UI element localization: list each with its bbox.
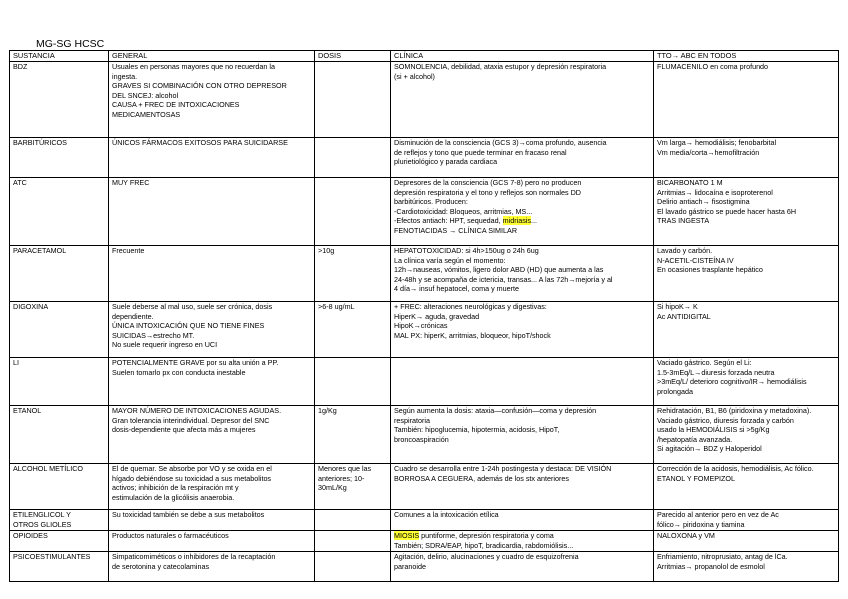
cell-general (109, 178, 315, 246)
header-sustancia: SUSTANCIA (10, 51, 109, 62)
line-text: plurietiológico y parada cardiaca (394, 157, 498, 167)
cell-line: Arritmias→ propanolol de esmolol (657, 561, 765, 571)
cell-dosis (315, 178, 391, 246)
cell-general (109, 510, 315, 531)
line-text: de reflejos y tono que puede terminar en fracaso renal (394, 147, 567, 157)
cell-line (394, 416, 650, 426)
line-text: FENOTIACIDAS → CLÍNICA SIMILAR (394, 225, 518, 235)
cell-line: ALCOHOL METÍLICO (13, 464, 84, 473)
page-title: MG-SG HCSC (36, 38, 105, 50)
line-text: HiperK→ aguda, gravedad (394, 311, 480, 321)
cell-line (394, 72, 650, 82)
header-dosis: DOSIS (315, 51, 391, 62)
line-text: -Efectos antiach: HPT, sequedad, (394, 216, 503, 226)
cell-line (394, 510, 650, 520)
cell-tto (654, 178, 839, 246)
cell-sustancia (10, 178, 109, 246)
cell-line: MUY FREC (112, 178, 150, 187)
line-text: También; SDRA/EAP, hipoT, bradicardia, rabdomiólisis... (394, 540, 574, 550)
line-text: La clínica varía según el momento: (394, 255, 506, 265)
cell-line: estimulación de la glicólisis anaerobia. (112, 492, 235, 502)
cell-line: anteriores; 10- (318, 473, 365, 483)
cell-clinica (391, 246, 654, 302)
cell-general (109, 62, 315, 138)
cell-line: dependiente. (112, 311, 154, 321)
line-text: Cuadro se desarrolla entre 1-24h postingesta y destaca: DE VISIÓN (394, 464, 612, 473)
cell-line: ETANOL (13, 406, 42, 415)
cell-line (394, 157, 650, 167)
cell-line: Vm larga→ hemodiálisis; fenobarbital (657, 138, 777, 147)
cell-line: prolongada (657, 386, 693, 396)
cell-line: TRAS INGESTA (657, 216, 710, 226)
cell-dosis (315, 138, 391, 178)
cell-sustancia (10, 510, 109, 531)
cell-clinica (391, 510, 654, 531)
cell-general (109, 246, 315, 302)
cell-sustancia (10, 464, 109, 510)
cell-sustancia (10, 302, 109, 358)
cell-line (394, 246, 650, 256)
cell-tto (654, 406, 839, 464)
cell-line: Vaciado gástrico, diuresis forzada y carbón (657, 415, 794, 425)
cell-line: >3mEq/L/ deterioro cognitivo/IR→ hemodiálisis (657, 377, 807, 387)
line-text: 4 día→ insuf hepatocel, coma y muerte (394, 284, 520, 294)
cell-line (394, 331, 650, 341)
cell-dosis (315, 358, 391, 406)
cell-line: Corrección de la acidosis, hemodiálisis, Ac fólico. (657, 464, 814, 473)
cell-line (394, 148, 650, 158)
cell-general (109, 406, 315, 464)
cell-dosis (315, 552, 391, 582)
cell-line: Su toxicidad también se debe a sus metabolitos (112, 510, 265, 519)
cell-line (394, 62, 650, 72)
cell-clinica (391, 406, 654, 464)
cell-line: El de quemar. Se absorbe por VO y se oxida en el (112, 464, 272, 473)
line-text: 24-48h y se acompaña de ictericia, transas... A las 72h→mejoría y al (394, 274, 613, 284)
cell-clinica (391, 62, 654, 138)
cell-line: FLUMACENILO en coma profundo (657, 62, 769, 71)
cell-line: Usuales en personas mayores que no recuerdan la (112, 62, 276, 71)
cell-dosis (315, 62, 391, 138)
cell-line (394, 265, 650, 275)
cell-line: OTROS GLIOLES (13, 519, 72, 529)
cell-line: Gran tolerancia interindividual. Depresor del SNC (112, 415, 270, 425)
cell-line: Simpaticomiméticos o inhibidores de la recaptación (112, 552, 276, 562)
cell-clinica (391, 138, 654, 178)
cell-line: ingesta. (112, 71, 138, 81)
cell-line (394, 562, 650, 572)
cell-general (109, 302, 315, 358)
cell-line: Vm media/corta→hemofiltración (657, 147, 760, 157)
cell-sustancia (10, 62, 109, 138)
cell-line (394, 216, 650, 226)
line-text: Según aumenta la dosis: ataxia—confusión—coma y depresión (394, 406, 597, 415)
cell-line: ÚNICOS FÁRMACOS EXITOSOS PARA SUICIDARSE (112, 138, 288, 147)
cell-general (109, 552, 315, 582)
cell-line (394, 302, 650, 312)
cell-clinica (391, 464, 654, 510)
line-text: HipoK→crónicas (394, 321, 448, 331)
cell-line (394, 312, 650, 322)
cell-line (394, 178, 650, 188)
cell-line: 1g/Kg (318, 406, 337, 415)
cell-line: Si hipoK→ K (657, 302, 698, 311)
cell-line: Productos naturales o farmacéuticos (112, 531, 229, 541)
cell-line (394, 435, 650, 445)
header-tto: TTO→ ABC EN TODOS (654, 51, 839, 62)
line-text: barbitúricos. Producen: (394, 197, 468, 207)
cell-line: DIGOXINA (13, 302, 49, 311)
cell-line: En ocasiones trasplante hepático (657, 265, 763, 275)
cell-line: Frecuente (112, 246, 145, 255)
cell-clinica (391, 178, 654, 246)
cell-line: ÚNICA INTOXICACIÓN QUE NO TIENE FINES (112, 321, 265, 331)
cell-line: >6-8 ug/mL (318, 302, 355, 311)
cell-line: Enfriamiento, nitroprusiato, antag de lCa. (657, 552, 788, 562)
cell-line: dosis-dependiente que afecta más a mujeres (112, 425, 256, 435)
table-row (10, 510, 839, 531)
cell-clinica (391, 302, 654, 358)
cell-line (394, 474, 650, 484)
cell-line (394, 207, 650, 217)
line-text: SOMNOLENCIA, debilidad, ataxia estupor y depresión respiratoria (394, 62, 607, 71)
cell-line: 1.5-3mEq/L→diuresis forzada neutra (657, 367, 775, 377)
line-text: Disminución de la consciencia (GCS 3)→coma profundo, ausencia (394, 138, 607, 147)
cell-line: Suelen tomarlo px con conducta inestable (112, 367, 246, 377)
cell-sustancia (10, 406, 109, 464)
line-text: broncoaspiración (394, 434, 449, 444)
table-row (10, 406, 839, 464)
table-row (10, 531, 839, 552)
cell-line: CAUSA + FREC DE INTOXICACIONES (112, 100, 240, 110)
cell-line: 30mL/Kg (318, 483, 347, 493)
cell-line: Delirio antiach→ fisostigmina (657, 197, 750, 207)
cell-line: Rehidratación, B1, B6 (piridoxina y metadoxina). (657, 406, 812, 415)
line-text: -Cardiotoxicidad: Bloqueos, arritmias, MS... (394, 206, 533, 216)
cell-sustancia (10, 358, 109, 406)
cell-line: Lavado y carbón. (657, 246, 713, 255)
cell-line: GRAVES SI COMBINACIÓN CON OTRO DEPRESOR (112, 81, 287, 91)
cell-line: SUICIDAS→estrecho MT. (112, 330, 195, 340)
cell-line (394, 321, 650, 331)
cell-line (394, 531, 650, 541)
cell-line: LI (13, 358, 19, 367)
cell-line (394, 188, 650, 198)
cell-tto (654, 138, 839, 178)
line-text: + FREC: alteraciones neurológicas y digestivas: (394, 302, 547, 311)
table-row (10, 464, 839, 510)
cell-line: hígado debiéndose su toxicidad a sus metabolitos (112, 473, 272, 483)
cell-line: Menores que las (318, 464, 372, 473)
cell-dosis (315, 246, 391, 302)
cell-general (109, 464, 315, 510)
cell-line (394, 425, 650, 435)
cell-sustancia (10, 531, 109, 552)
cell-sustancia (10, 552, 109, 582)
cell-tto (654, 464, 839, 510)
cell-tto (654, 552, 839, 582)
cell-line: Ac ANTIDIGITAL (657, 311, 711, 321)
cell-line: BICARBONATO 1 M (657, 178, 723, 187)
cell-line: fólico→ piridoxina y tiamina (657, 519, 745, 529)
highlighted-text: MIOSIS (394, 531, 420, 541)
cell-line (394, 226, 650, 236)
cell-general (109, 138, 315, 178)
cell-line (394, 284, 650, 294)
cell-general (109, 358, 315, 406)
cell-dosis (315, 510, 391, 531)
cell-line: >10g (318, 246, 335, 255)
header-clinica: CLÍNICA (391, 51, 654, 62)
line-text: Agitación, delirio, alucinaciones y cuadro de esquizofrenia (394, 552, 579, 562)
highlighted-text: midriasis (502, 216, 532, 226)
cell-dosis (315, 406, 391, 464)
table-row (10, 62, 839, 138)
line-text: HEPATOTOXICIDAD: si 4h>150ug o 24h 6ug (394, 246, 539, 255)
line-text: También: hipoglucemia, hipotermia, acidosis, HipoT, (394, 425, 560, 435)
line-text: (si + alcohol) (394, 71, 435, 81)
cell-line: ATC (13, 178, 27, 187)
cell-dosis (315, 464, 391, 510)
cell-line: NALOXONA y VM (657, 531, 715, 541)
toxicology-table (9, 50, 839, 582)
cell-line: Si agitación→ BDZ y Haloperidol (657, 444, 762, 454)
cell-line: /hepatopatía avanzada. (657, 434, 733, 444)
cell-dosis (315, 302, 391, 358)
cell-clinica (391, 531, 654, 552)
cell-clinica (391, 358, 654, 406)
cell-sustancia (10, 138, 109, 178)
cell-line: BARBITÚRICOS (13, 138, 67, 147)
table-row (10, 358, 839, 406)
cell-line: de serotonina y catecolaminas (112, 561, 210, 571)
cell-line (394, 464, 650, 474)
cell-line: El lavado gástrico se puede hacer hasta 6H (657, 206, 797, 216)
cell-line: No suele requerir ingreso en UCI (112, 340, 218, 350)
table-row (10, 138, 839, 178)
cell-tto (654, 510, 839, 531)
cell-sustancia (10, 246, 109, 302)
cell-line (394, 552, 650, 562)
cell-line: OPIOIDES (13, 531, 48, 541)
cell-clinica (391, 552, 654, 582)
table-body (10, 62, 839, 582)
line-text: depresión respiratoria y el tono y reflejos son normales DD (394, 187, 581, 197)
cell-line: PSICOESTIMULANTES (13, 552, 91, 562)
line-text: respiratoria (394, 415, 430, 425)
cell-line (394, 406, 650, 416)
cell-line: Parecido al anterior pero en vez de Ac (657, 510, 779, 519)
cell-line: ETANOL Y FOMEPIZOL (657, 473, 736, 483)
line-text: paranoide (394, 561, 426, 571)
line-text: MAL PX: hiperK, arritmias, bloqueor, hipoT/shock (394, 330, 551, 340)
cell-tto (654, 358, 839, 406)
line-text-after: ... (531, 216, 538, 226)
cell-line: BDZ (13, 62, 28, 71)
table-row (10, 302, 839, 358)
cell-general (109, 531, 315, 552)
cell-tto (654, 531, 839, 552)
cell-dosis (315, 531, 391, 552)
cell-line: Vaciado gástrico. Según el Li: (657, 358, 752, 367)
cell-line: PARACETAMOL (13, 246, 67, 255)
table-row (10, 246, 839, 302)
cell-line: MAYOR NÚMERO DE INTOXICACIONES AGUDAS. (112, 406, 282, 415)
cell-line: N-ACETIL-CISTEÍNA IV (657, 255, 734, 265)
cell-line (394, 256, 650, 266)
cell-line (394, 197, 650, 207)
cell-line: POTENCIALMENTE GRAVE por su alta unión a PP. (112, 358, 279, 367)
cell-tto (654, 302, 839, 358)
cell-line (394, 541, 650, 551)
cell-line: MEDICAMENTOSAS (112, 109, 181, 119)
header-row (10, 51, 839, 62)
line-text: Comunes a la intoxicación etílica (394, 510, 499, 519)
line-text: 12h→nauseas, vómitos, ligero dolor ABD (HD) que aumenta a las (394, 265, 604, 275)
cell-line: Arritmias→ lidocaína e isoproterenol (657, 187, 773, 197)
line-text-after: puntiforme, depresión respiratoria y coma (419, 531, 554, 541)
cell-line: Suele deberse al mal uso, suele ser crónica, dosis (112, 302, 273, 311)
cell-line (394, 138, 650, 148)
header-general: GENERAL (109, 51, 315, 62)
table-row (10, 552, 839, 582)
cell-line: DEL SNCEJ: alcohol (112, 90, 179, 100)
cell-tto (654, 246, 839, 302)
cell-line: activos; inhibición de la respiración mt y (112, 483, 239, 493)
line-text: BORROSA A CEGUERA, además de los stx anteriores (394, 473, 569, 483)
cell-tto (654, 62, 839, 138)
line-text: Depresores de la consciencia (GCS 7-8) pero no producen (394, 178, 582, 187)
cell-line: usado la HEMODIÁLISIS si >5g/Kg (657, 425, 770, 435)
cell-line (394, 275, 650, 285)
cell-line: ETILENGLICOL Y (13, 510, 71, 519)
table-row (10, 178, 839, 246)
